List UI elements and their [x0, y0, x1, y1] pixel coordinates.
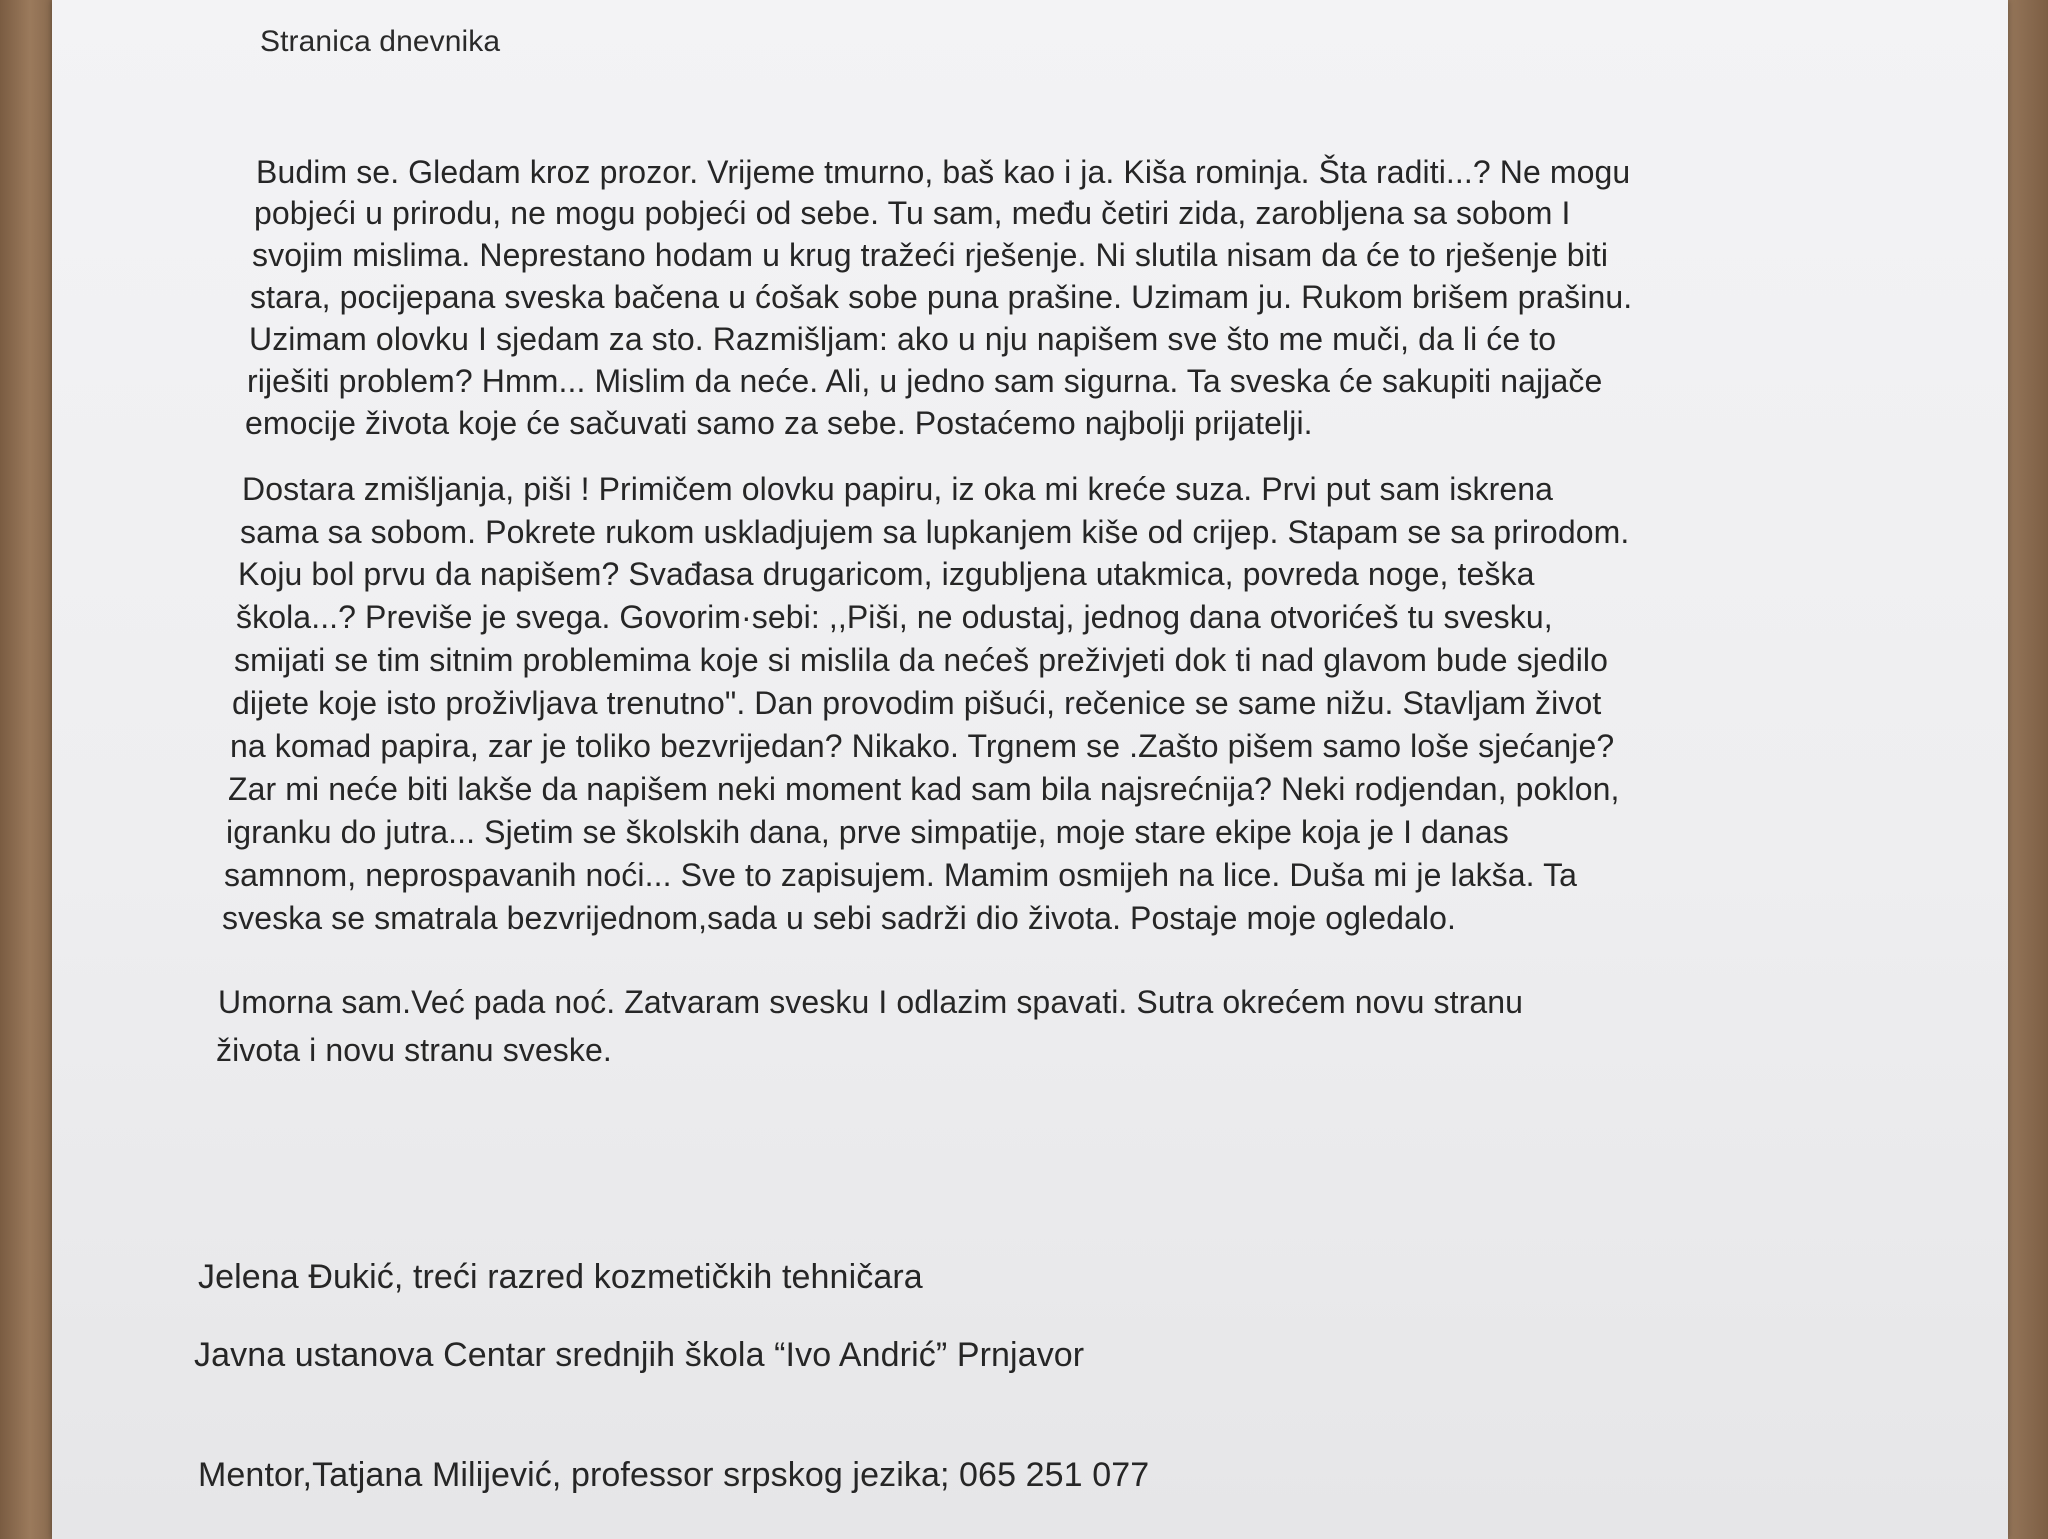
- paragraph-2-line-4: škola...? Previše je svega. Govorim·sebi: ,,Piši, ne odustaj, jednog dana otvorićeš tu svesku,: [236, 599, 1553, 635]
- paragraph-2-line-11: sveska se smatrala bezvrijednom,sada u sebi sadrži dio života. Postaje moje ogledalo.: [222, 900, 1457, 936]
- paragraph-2-line-10: samnom, neprospavanih noći... Sve to zapisujem. Mamim osmijeh na lice. Duša mi je lakša. Ta: [224, 857, 1578, 893]
- mentor-line: Mentor,Tatjana Milijević, professor srpskog jezika; 065 251 077: [198, 1456, 1150, 1494]
- paragraph-2-line-2: sama sa sobom. Pokrete rukom uskladjujem sa lupkanjem kiše od crijep. Stapam se sa prirodom.: [240, 514, 1630, 550]
- paper-sheet: [52, 0, 2008, 1539]
- paragraph-2-line-1: Dostara zmišljanja, piši ! Primičem olovku papiru, iz oka mi kreće suza. Prvi put sam iskrena: [242, 471, 1554, 507]
- paragraph-1-line-3: svojim mislima. Neprestano hodam u krug tražeći rješenje. Ni slutila nisam da će to rješenje biti: [252, 237, 1609, 273]
- author-line: Jelena Đukić, treći razred kozmetičkih tehničara: [198, 1258, 923, 1296]
- paragraph-2-line-6: dijete koje isto proživljava trenutno". Dan provodim pišući, rečenice se same nižu. Stavljam život: [232, 685, 1602, 721]
- paragraph-1-line-1: Budim se. Gledam kroz prozor. Vrijeme tmurno, baš kao i ja. Kiša rominja. Šta raditi...? Ne mogu: [256, 154, 1631, 190]
- paragraph-2-line-8: Zar mi neće biti lakše da napišem neki moment kad sam bila najsrećnija? Neki rodjendan, poklon,: [228, 771, 1620, 807]
- paragraph-1-line-4: stara, pocijepana sveska bačena u ćošak sobe puna prašine. Uzimam ju. Rukom brišem prašinu.: [250, 279, 1633, 315]
- paragraph-2-line-3: Koju bol prvu da napišem? Svađasa drugaricom, izgubljena utakmica, povreda noge, teška: [238, 556, 1535, 592]
- paragraph-2-line-5: smijati se tim sitnim problemima koje si mislila da nećeš preživjeti dok ti nad glavom bude sjedilo: [234, 642, 1609, 678]
- paragraph-2-line-9: igranku do jutra... Sjetim se školskih dana, prve simpatije, moje stare ekipe koja je I danas: [226, 814, 1509, 850]
- paragraph-1-line-6: riješiti problem? Hmm... Mislim da neće. Ali, u jedno sam sigurna. Ta sveska će sakupiti najjače: [247, 363, 1603, 399]
- paragraph-2-line-7: na komad papira, zar je toliko bezvrijedan? Nikako. Trgnem se .Zašto pišem samo loše sjećanje?: [230, 728, 1615, 764]
- paragraph-3-line-1: Umorna sam.Već pada noć. Zatvaram svesku I odlazim spavati. Sutra okrećem novu stranu: [218, 984, 1524, 1020]
- page-heading: Stranica dnevnika: [260, 25, 501, 58]
- paragraph-1-line-5: Uzimam olovku I sjedam za sto. Razmišljam: ako u nju napišem sve što me muči, da li će to: [249, 321, 1557, 357]
- school-line: Javna ustanova Centar srednjih škola “Ivo Andrić” Prnjavor: [194, 1336, 1085, 1374]
- paragraph-1-line-7: emocije života koje će sačuvati samo za sebe. Postaćemo najbolji prijatelji.: [245, 405, 1313, 441]
- paragraph-3-line-2: života i novu stranu sveske.: [216, 1032, 612, 1068]
- paragraph-1-line-2: pobjeći u prirodu, ne mogu pobjeći od sebe. Tu sam, među četiri zida, zarobljena sa sobom I: [254, 195, 1571, 231]
